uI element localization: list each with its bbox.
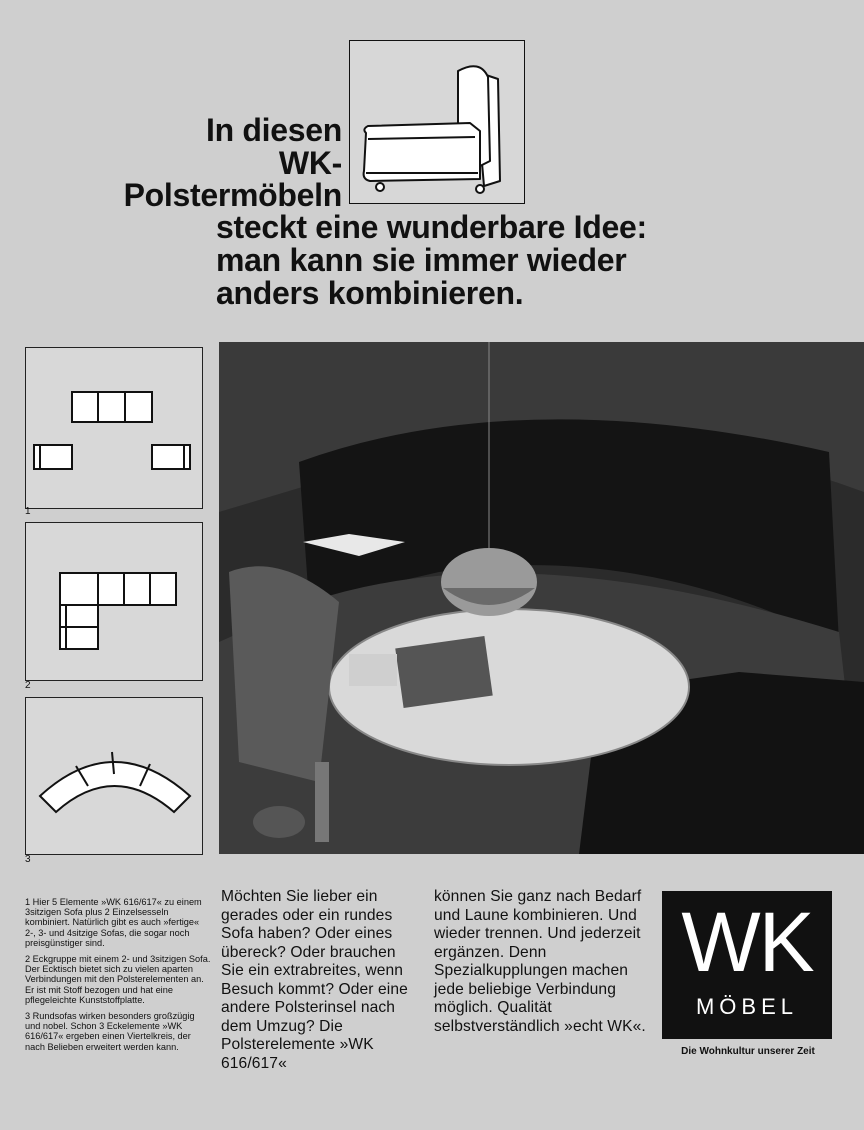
living-room-photo <box>219 342 864 854</box>
caption-1: 1 Hier 5 Elemente »WK 616/617« zu einem 3sitzigen Sofa plus 2 Einzelsesseln kombiniert. Natürlich gibt es auch »fertige« 2-, 3- und 4sitzige Sofas, die sogar noch preisgünstiger sind. <box>25 897 202 948</box>
headline-line-3: Polstermöbeln <box>123 177 342 213</box>
diagram-1-number: 1 <box>25 506 31 517</box>
diagram-captions <box>25 897 211 1058</box>
photo-illustration <box>219 342 864 854</box>
headline-line-2: WK- <box>278 145 342 181</box>
headline-line-5: man kann sie immer wieder <box>216 242 627 278</box>
sofa-arrangement-1-icon <box>26 348 202 508</box>
diagram-3 <box>25 697 203 855</box>
wk-logo <box>662 891 832 1039</box>
diagram-1 <box>25 347 203 509</box>
body-column-1: Möchten Sie lieber ein gerades oder ein rundes Sofa haben? Oder eines übereck? Oder brauchen Sie ein extrabreites, wenn Besuch kommt? Oder eine andere Polsterinsel nach dem Umzug? Die Polsterelemente »WK 616/617« <box>221 888 408 1072</box>
armchair-icon <box>350 41 524 203</box>
caption-3: 3 Rundsofas wirken besonders großzügig und nobel. Schon 3 Eckelemente »WK 616/617« ergeben einen Viertelkreis, der nach Belieben erweitert werden kann. <box>25 1011 195 1052</box>
logo-wk-text: WK <box>681 895 813 989</box>
caption-2: 2 Eckgruppe mit einem 2- und 3sitzigen Sofa. Der Ecktisch bietet sich zu vielen aparten Verbindungen mit den Polsterelementen an. Er ist mit Stoff bezogen und hat eine pflegeleichte Kunststoffplatte. <box>25 954 211 1005</box>
diagram-2 <box>25 522 203 681</box>
body-column-2: können Sie ganz nach Bedarf und Laune kombinieren. Und wieder trennen. Und jederzeit ergänzen. Denn Spezialkupplungen machen jede beliebige Verbindung möglich. Qualität selbstverständlich »echt WK«. <box>434 888 646 1035</box>
sofa-arrangement-3-icon <box>26 698 202 854</box>
headline-line-1: In diesen <box>205 112 342 148</box>
sofa-arrangement-2-icon <box>26 523 202 680</box>
diagram-2-number: 2 <box>25 680 31 691</box>
headline-line-6: anders kombinieren. <box>216 275 524 311</box>
logo-mobel-text: MÖBEL <box>695 994 799 1019</box>
headline-line-4: steckt eine wunderbare Idee: <box>216 209 647 245</box>
brand-tagline: Die Wohnkultur unserer Zeit <box>681 1046 815 1057</box>
armchair-illustration <box>349 40 525 204</box>
diagram-3-number: 3 <box>25 854 31 865</box>
